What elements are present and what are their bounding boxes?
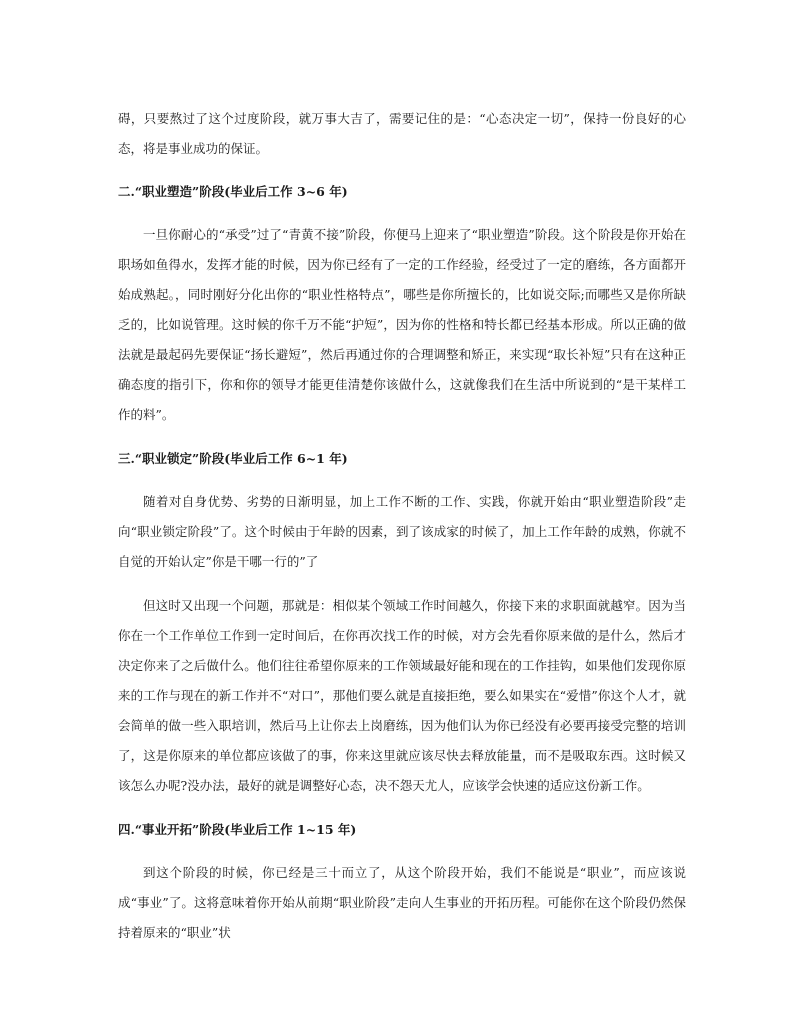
section-heading-career-expansion: 四.“事业开拓”阶段(毕业后工作 1~15 年) xyxy=(118,822,357,837)
career-expansion-paragraph: 到这个阶段的时候，你已经是三十而立了，从这个阶段开始，我们不能说是“职业”，而应该说成“事业”了。这将意味着你开始从前期“职业阶段”走向人生事业的开拓历程。可能你在这个阶段仍然保持着原来的“职业”状 xyxy=(118,865,686,940)
section-heading-career-shaping: 二.“职业塑造”阶段(毕业后工作 3~6 年) xyxy=(118,184,348,199)
intro-paragraph: 碍，只要熬过了这个过度阶段，就万事大吉了，需要记住的是：“心态决定一切”，保持一份良好的心态，将是事业成功的保证。 xyxy=(118,111,686,156)
career-locking-paragraph-2: 但这时又出现一个问题，那就是：相似某个领域工作时间越久，你接下来的求职面就越窄。因为当你在一个工作单位工作到一定时间后，在你再次找工作的时候，对方会先看你原来做的是什么，然后才决定你来了之后做什么。他们往往希望你原来的工作领域最好能和现在的工作挂钩，如果他们发现你原来的工作与现在的新工作并不“对口”，那他们要么就是直接拒绝，要么如果实在“爱惜”你这个人才，就会简单的做一些入职培训，然后马上让你去上岗磨练，因为他们认为你已经没有必要再接受完整的培训了，这是你原来的单位都应该做了的事，你来这里就应该尽快去释放能量，而不是吸取东西。这时候又该怎么办呢?没办法，最好的就是调整好心态，决不怨天尤人，应该学会快速的适应这份新工作。 xyxy=(118,598,686,793)
document-page xyxy=(118,104,686,948)
career-locking-paragraph-1: 随着对自身优势、劣势的日渐明显，加上工作不断的工作、实践，你就开始由“职业塑造阶段”走向“职业锁定阶段”了。这个时候由于年龄的因素，到了该成家的时候了，加上工作年龄的成熟，你就不自觉的开始认定”你是干哪一行的”了 xyxy=(118,494,686,569)
career-shaping-paragraph: 一旦你耐心的“承受”过了“青黄不接”阶段，你便马上迎来了“职业塑造”阶段。这个阶段是你开始在职场如鱼得水，发挥才能的时候，因为你已经有了一定的工作经验，经受过了一定的磨练，各方面都开始成熟起。，同时刚好分化出你的“职业性格特点”，哪些是你所擅长的，比如说交际;而哪些又是你所缺乏的，比如说管理。这时候的你千万不能“护短”，因为你的性格和特长都已经基本形成。所以正确的做法就是最起码先要保证“扬长避短”，然后再通过你的合理调整和矫正，来实现“取长补短”只有在这种正确态度的指引下，你和你的领导才能更佳清楚你该做什么，这就像我们在生活中所说到的“是干某样工作的料”。 xyxy=(118,227,686,422)
section-heading-career-locking: 三.“职业锁定”阶段(毕业后工作 6~1 年) xyxy=(118,451,348,466)
